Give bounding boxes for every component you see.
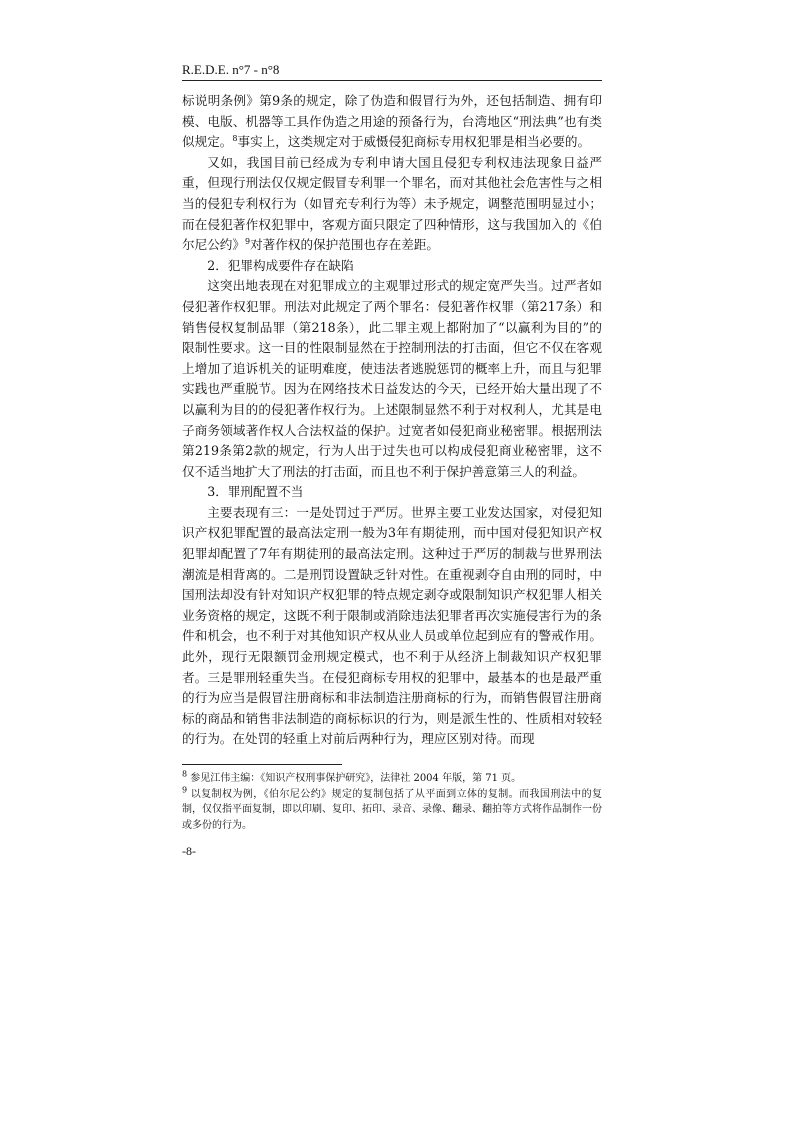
- footnote-ref[interactable]: 9: [244, 236, 251, 246]
- footnote: $^9$ 以复制权为例，《伯尔尼公约》规定的复制包括了从平面到立体的复制。而我国刑法中的复制，仅仅指平面复制，即以印刷、复印、拓印、录音、录像、翻录、翻拍等方式将作品制作一份或多份的行为。: [182, 785, 603, 831]
- paragraph: 又如，我国目前已经成为专利申请大国且侵犯专利权违法现象日益严重，但现行刑法仅仅规定假冒专利罪一个罪名，而对其他社会危害性与之相当的侵犯专利权行为（如冒充专利行为等）未予规定，调整范围明显过小；而在侵犯著作权犯罪中，客观方面只限定了四种情形，这与我国加入的《伯尔尼公约》$^9$对著作权的保护范围也存在差距。: [182, 154, 602, 253]
- footnote-ref[interactable]: 8: [232, 134, 238, 143]
- section-heading: 2．犯罪构成要件存在缺陷: [207, 257, 354, 273]
- page-number: -8-: [182, 844, 196, 858]
- footnote-mark: 8: [182, 769, 188, 779]
- paragraph: 标说明条例》第9条的规定，除了伪造和假冒行为外，还包括制造、拥有印模、电版、机器等工具作伪造之用途的预备行为，台湾地区“刑法典”也有类似规定。$^8$事实上，这类规定对于威慑侵犯商标专用权犯罪是相当必要的。: [182, 93, 602, 150]
- page: [182, 62, 602, 833]
- footnote: $^8$ 参见江伟主编：《知识产权刑事保护研究》，法律社 2004 年版，第 71 页。: [182, 769, 522, 784]
- section-heading: 3．罪刑配置不当: [207, 484, 304, 500]
- paragraph: 主要表现有三：一是处罚过于严厉。世界主要工业发达国家，对侵犯知识产权犯罪配置的最高法定刑一般为3年有期徒刑，而中国对侵犯知识产权犯罪却配置了7年有期徒刑的最高法定刑。这种过于严厉的制裁与世界刑法潮流是相背离的。二是刑罚设置缺乏针对性。在重视剥夺自由刑的同时，中国刑法却没有针对知识产权犯罪的特点规定剥夺或限制知识产权犯罪人相关业务资格的规定，这既不利于限制或消除违法犯罪者再次实施侵害行为的条件和机会，也不利于对其他知识产权从业人员或单位起到应有的警戒作用。此外，现行无限额罚金刑规定模式，也不利于从经济上制裁知识产权犯罪者。三是罪刑轻重失当。在侵犯商标专用权的犯罪中，最基本的也是最严重的行为应当是假冒注册商标和非法制造注册商标的行为，而销售假冒注册商标的商品和销售非法制造的商标标识的行为，则是派生性的、性质相对较轻的行为。在处罚的轻重上对前后两种行为，理应区别对待。而现: [182, 504, 602, 747]
- paragraph: 这突出地表现在对犯罪成立的主观罪过形式的规定宽严失当。过严者如侵犯著作权犯罪。刑法对此规定了两个罪名：侵犯著作权罪（第217条）和销售侵权复制品罪（第218条），此二罪主观上都附加了“以赢利为目的”的限制性要求。这一目的性限制显然在于控制刑法的打击面，但它不仅在客观上增加了追诉机关的证明难度，使违法者逃脱惩罚的概率上升，而且与犯罪实践也严重脱节。因为在网络技术日益发达的今天，已经开始大量出现了不以赢利为目的的侵犯著作权行为。上述限制显然不利于对权利人，尤其是电子商务领域著作权人合法权益的保护。过宽者如侵犯商业秘密罪。根据刑法第219条第2款的规定，行为人出于过失也可以构成侵犯商业秘密罪，这不仅不适当地扩大了刑法的打击面，而且也不利于保护善意第三人的利益。: [182, 278, 602, 479]
- footnotes: [182, 771, 602, 833]
- footnote-mark: 9: [182, 785, 188, 795]
- body-text: [182, 91, 602, 750]
- footnote-divider: [182, 764, 342, 765]
- running-header: R.E.D.E. n°7 - n°8: [182, 62, 602, 81]
